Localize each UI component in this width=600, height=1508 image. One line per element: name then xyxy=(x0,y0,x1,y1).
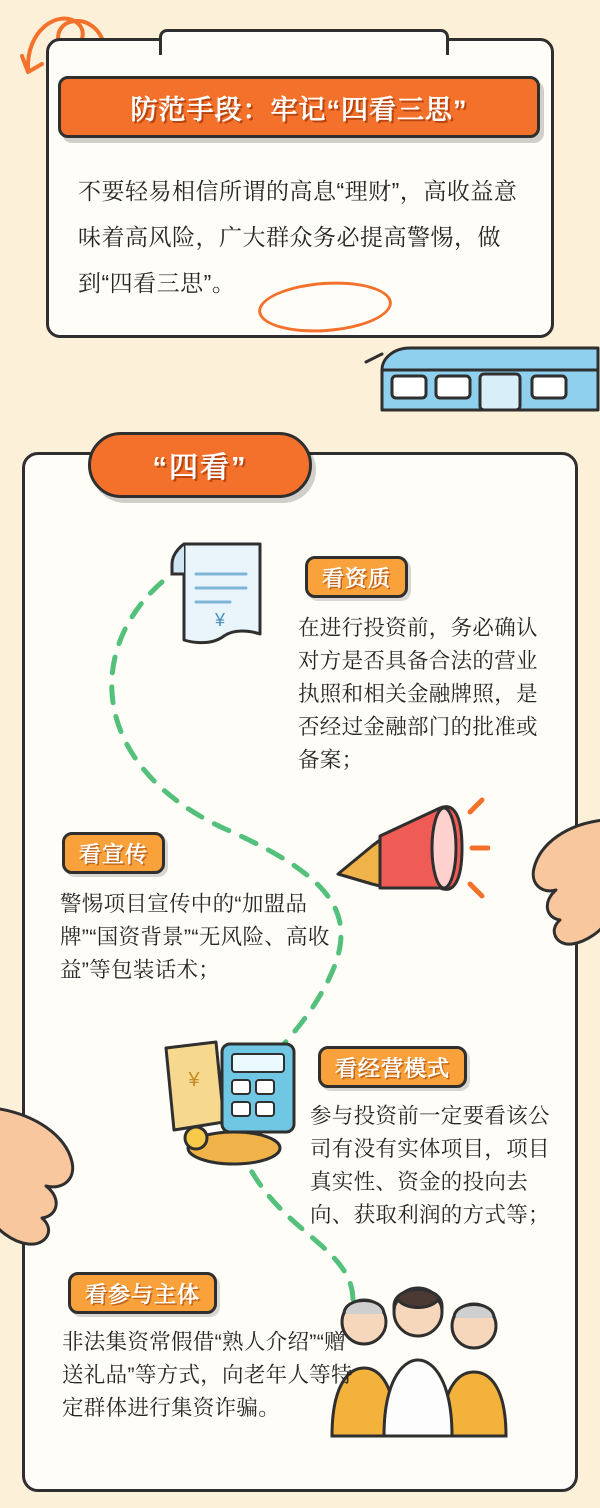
item-label-2-text: 看宣传 xyxy=(79,841,149,867)
item-label-2 xyxy=(62,832,165,874)
train-icon xyxy=(352,336,600,414)
page-title-banner xyxy=(58,76,540,138)
item-label-1 xyxy=(305,556,408,598)
item-text-3: 参与投资前一定要看该公司有没有实体项目，项目真实性、资金的投向去向、获取利润的方式等； xyxy=(310,1104,550,1227)
item-text-4: 非法集资常假借“熟人介绍”“赠送礼品”等方式，向老年人等特定群体进行集资诈骗。 xyxy=(62,1330,353,1420)
item-text-2: 警惕项目宣传中的“加盟品牌”“国资背景”“无风险、高收益”等包装话术； xyxy=(60,892,330,982)
page-title: 防范手段：牢记“四看三思” xyxy=(130,94,468,125)
item-label-3 xyxy=(318,1046,467,1088)
hand-icon-left xyxy=(0,1092,122,1252)
item-label-4-text: 看参与主体 xyxy=(85,1281,201,1307)
svg-text:¥: ¥ xyxy=(188,1069,200,1091)
sikan-badge xyxy=(88,432,312,498)
sikan-badge-label: “四看” xyxy=(152,451,248,484)
item-label-4 xyxy=(68,1272,217,1314)
svg-text:¥: ¥ xyxy=(214,610,226,630)
document-icon xyxy=(150,530,290,660)
intro-text: 不要轻易相信所谓的高息“理财”，高收益意味着高风险，广大群众务必提高警惕，做到“四看三思”。 xyxy=(78,178,518,296)
item-label-1-text: 看资质 xyxy=(322,565,392,591)
item-label-3-text: 看经营模式 xyxy=(335,1055,451,1081)
calculator-icon xyxy=(138,1020,318,1170)
card-notch xyxy=(159,29,449,55)
hand-icon-right xyxy=(486,810,600,960)
item-text-1: 在进行投资前，务必确认对方是否具备合法的营业执照和相关金融牌照，是否经过金融部门的批准或备案； xyxy=(298,616,538,772)
